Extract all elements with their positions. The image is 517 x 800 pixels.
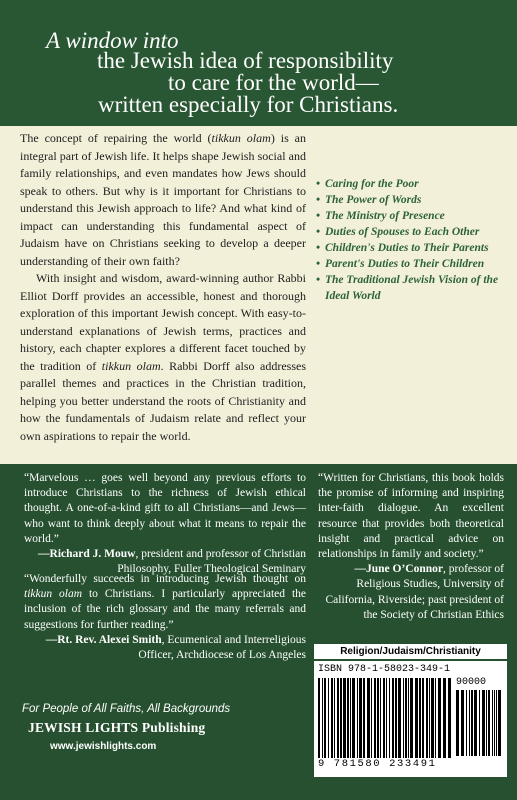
barcode-bar	[429, 678, 430, 758]
headline-line-3: to care for the world—	[168, 70, 379, 95]
barcode-bar	[498, 690, 501, 756]
bullet-icon: •	[316, 210, 321, 222]
barcode-bar	[398, 678, 401, 758]
barcode-bar	[403, 678, 404, 758]
barcode-bar	[410, 678, 413, 758]
description-panel	[0, 126, 517, 464]
endorsement-text: “Written for Christians, this book holds the promise of informing and inspiring inter-faith dialogue. An excellent resource that provides both theoretical insight and practical advice on relationships in family and society.”	[318, 472, 504, 561]
ean-digits: 9 781580 233491	[318, 758, 437, 770]
barcode-bar	[392, 678, 394, 758]
endorsement-text: “Wonderfully succeeds in introducing Jewish thought on tikkun olam to Christians. I particularly appreciated the inclusion of the rich glossary and the many referrals and suggestions for further reading.”	[24, 573, 306, 631]
barcode-bar	[426, 678, 428, 758]
barcode-bar	[471, 690, 473, 756]
barcode-bar	[492, 690, 493, 756]
barcode-bar	[359, 678, 362, 758]
description-paragraph-2: With insight and wisdom, award-winning author Rabbi Elliot Dorff provides an accessible, honest and thorough exploration of this important Jewish concept. With easy-to-understand explanations of Jewish terms, practices and history, each chapter explores a different facet touched by the tradition of tikkun olam. Rabbi Dorff also addresses parallel themes and practices in the Christian tradition, helping you better understand the roots of Christianity and how the fundamentals of Judaism relate and reflect your own aspirations to repair the world.	[20, 271, 306, 443]
publisher-tagline: For People of All Faiths, All Backgrounds	[22, 703, 231, 715]
endorsement-attribution: —Richard J. Mouw, president and professor of Christian Philosophy, Fuller Theological Seminary	[38, 548, 306, 576]
category-label: Religion/Judaism/Christianity	[314, 644, 507, 659]
topic-item: • The Ministry of Presence	[316, 210, 445, 222]
isbn-text: ISBN 978-1-58023-349-1	[318, 664, 451, 675]
headline-band	[0, 0, 517, 126]
barcode-bar	[331, 678, 333, 758]
barcode-bar	[469, 690, 470, 756]
barcode-bar	[494, 690, 495, 756]
barcode-bar	[405, 678, 407, 758]
barcode-bar	[371, 678, 372, 758]
bullet-icon: •	[316, 178, 321, 190]
barcode-bar	[456, 690, 459, 756]
barcode-bar	[386, 678, 387, 758]
barcode-bar	[448, 678, 451, 758]
barcode-box	[314, 661, 507, 777]
barcode-bar	[443, 678, 446, 758]
barcode-bar	[328, 678, 329, 758]
description-paragraph-1: The concept of repairing the world (tikkun olam) is an integral part of Jewish life. It helps shape Jewish social and family relationships, and even mandates how Jews should speak to others. But why is it important for Christians to understand this Jewish approach to life? And what kind of impact can understanding this fundamental aspect of Judaism have on Christians seeking to develop a deeper understanding of their own faith?	[20, 131, 307, 268]
topic-item: • The Power of Words	[316, 194, 422, 206]
endorsement-smith	[24, 572, 306, 663]
barcode-bar	[324, 678, 326, 758]
barcode-bar	[374, 678, 376, 758]
barcode-bar	[431, 678, 434, 758]
barcode-bar	[322, 678, 323, 758]
barcode-bar	[337, 678, 339, 758]
barcode-bar	[334, 678, 335, 758]
barcode-bar	[488, 690, 490, 756]
barcode-bar	[343, 678, 346, 758]
headline-line-4: written especially for Christians.	[98, 92, 399, 117]
barcode-bar	[347, 678, 349, 758]
barcode-bar	[438, 678, 441, 758]
barcode-bar	[419, 678, 421, 758]
barcode-bar	[461, 690, 464, 756]
endorsement-mouw	[24, 471, 306, 577]
bullet-icon: •	[316, 242, 321, 254]
barcode-bar	[363, 678, 365, 758]
barcode-bar	[466, 690, 467, 756]
barcode-bar	[422, 678, 424, 758]
topic-item: • The Traditional Jewish Vision of the Ideal World	[316, 274, 499, 302]
endorsement-attribution: —June O’Connor, professor of Religious Studies, University of California, Riverside; past president of the Society of Christian Ethics	[325, 563, 504, 621]
barcode-bar	[408, 678, 409, 758]
barcode-bar	[352, 678, 355, 758]
barcode-bar	[486, 690, 487, 756]
barcode-bar	[350, 678, 351, 758]
topic-item: • Parent's Duties to Their Children	[316, 258, 485, 270]
barcode-bar	[479, 690, 480, 756]
endorsement-text: “Marvelous … goes well beyond any previous efforts to introduce Christians to the richness of Jewish ethical thought. A one-of-a-kind gift to all Christians—and Jews—who want to think deeply about what it means to repair the world.”	[24, 472, 306, 545]
barcode-bar	[318, 678, 320, 758]
bullet-icon: •	[316, 274, 321, 286]
description-text	[20, 130, 306, 445]
barcode-bar	[474, 690, 477, 756]
chapter-topics-list	[316, 176, 506, 304]
addon-barcode-icon	[456, 690, 502, 756]
barcode-bar	[340, 678, 342, 758]
bullet-icon: •	[316, 226, 321, 238]
barcode-icon	[318, 678, 453, 758]
barcode-bar	[389, 678, 390, 758]
bullet-icon: •	[316, 194, 321, 206]
endorsement-attribution: —Rt. Rev. Alexei Smith, Ecumenical and Interreligious Officer, Archdiocese of Los Angeles	[45, 633, 306, 662]
barcode-bar	[482, 690, 485, 756]
term-tikkun-olam: tikkun olam	[101, 358, 161, 373]
barcode-bar	[367, 678, 370, 758]
barcode-bar	[377, 678, 379, 758]
headline-line-2: the Jewish idea of responsibility	[97, 48, 394, 73]
barcode-bar	[415, 678, 418, 758]
publisher-logo-text: JEWISH LIGHTS Publishing	[28, 720, 206, 735]
barcode-bar	[357, 678, 358, 758]
endorsement-oconnor	[318, 471, 504, 623]
barcode-bar	[383, 678, 385, 758]
barcode-bar	[435, 678, 436, 758]
barcode-bar	[380, 678, 381, 758]
topic-item: • Caring for the Poor	[316, 178, 419, 190]
barcode-bar	[395, 678, 397, 758]
topic-item: • Duties of Spouses to Each Other	[316, 226, 480, 238]
barcode-bar	[496, 690, 497, 756]
price-code-text: 90000	[456, 677, 487, 688]
bullet-icon: •	[316, 258, 321, 270]
headline-line-1: A window into	[46, 28, 179, 53]
publisher-website: www.jewishlights.com	[50, 741, 157, 752]
topic-item: • Children's Duties to Their Parents	[316, 242, 489, 254]
term-tikkun-olam: tikkun olam	[211, 131, 271, 145]
